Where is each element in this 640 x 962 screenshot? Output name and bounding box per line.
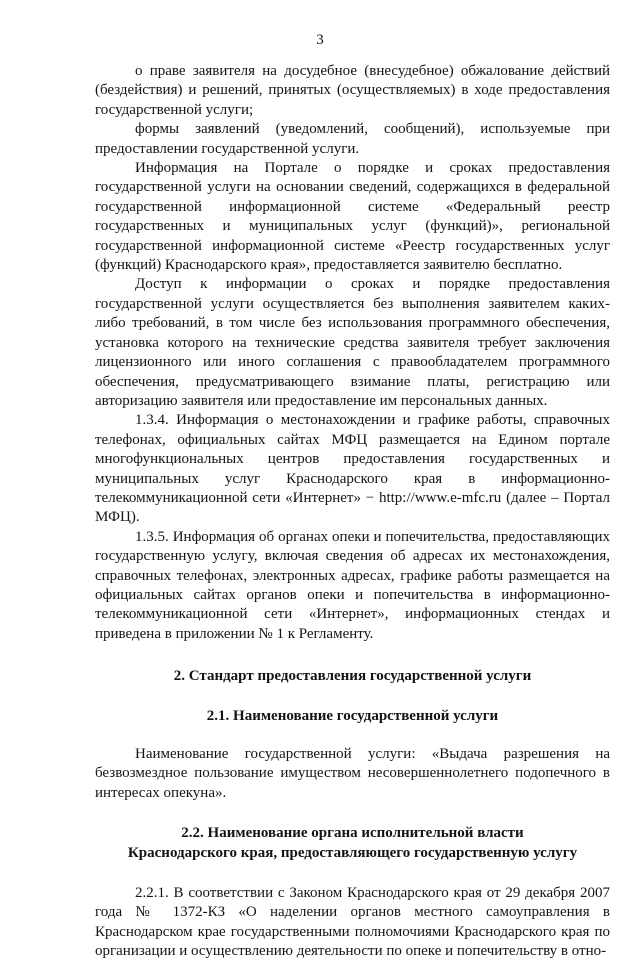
section-2-1-heading: 2.1. Наименование государственной услуги (206, 707, 499, 724)
paragraph-service-name: Наименование государственной услуги: «Выдача разрешения на безвозмездное пользование имуществом несовершеннолетнего подопечного в интересах опекуна». (95, 746, 610, 801)
paragraph-appeal-rights: о праве заявителя на досудебное (внесудебное) обжалование действий (бездействия) и решений, принятых (осуществляемых) в ходе предоставления государственной услуги; (95, 63, 610, 118)
paragraph-application-forms: формы заявлений (уведомлений, сообщений), используемые при предоставлении государственной услуги. (95, 121, 610, 157)
section-2-2-heading-line-1: 2.2. Наименование органа исполнительной власти (181, 825, 524, 842)
section-2-2-heading-line-2: Краснодарского края, предоставляющего государственную услугу (127, 844, 578, 861)
paragraph-2-2-1: 2.2.1. В соответствии с Законом Краснодарского края от 29 декабря 2007 года № 1372-КЗ «О наделении органов местного самоуправления в Краснодарском крае государственными полномочиями Краснодарского края по организации и осуществлению деятельности по опеке и попечительству в отно- (95, 885, 610, 960)
paragraph-1-3-4: 1.3.4. Информация о местонахождении и графике работы, справочных телефонах, официальных сайтах МФЦ размещается на Едином портале многофункциональных центров предоставления государственных и муниципальных услуг Краснодарского края в информационно-телекоммуникационной сети «Интернет» − http://www.e-mfc.ru (далее – Портал МФЦ). (95, 412, 610, 526)
page-number: 3 (316, 32, 324, 48)
paragraph-1-3-5: 1.3.5. Информация об органах опеки и попечительства, предоставляющих государственную услугу, включая сведения об адресах их местонахождения, справочных телефонах, электронных адресах, графике работы размещается на официальных сайтах органов опеки и попечительства в информационно-телекоммуникационной сети «Интернет», информационных стендах и приведена в приложении № 1 к Регламенту. (95, 528, 610, 642)
paragraph-portal-info: Информация на Портале о порядке и сроках предоставления государственной услуги на основании сведений, содержащихся в федеральной государственной информационной системе «Федеральный реестр государственных и муниципальных услуг (функций)», региональной государственной информационной системе «Реестр государственных услуг (функций) Краснодарского края», предоставляется заявителю бесплатно. (95, 160, 610, 274)
section-2-heading: 2. Стандарт предоставления государственной услуги (173, 668, 532, 685)
document-body (95, 62, 610, 962)
paragraph-access-info: Доступ к информации о сроках и порядке предоставления государственной услуги осуществляется без выполнения заявителем каких-либо требований, в том числе без использования программного обеспечения, установка которого на технические средства заявителя требует заключения лицензионного или иного соглашения с правообладателем программного обеспечения, предусматривающего взимание платы, регистрацию или авторизацию заявителя или предоставление им персональных данных. (95, 276, 610, 409)
section-2-2-heading (95, 824, 610, 863)
